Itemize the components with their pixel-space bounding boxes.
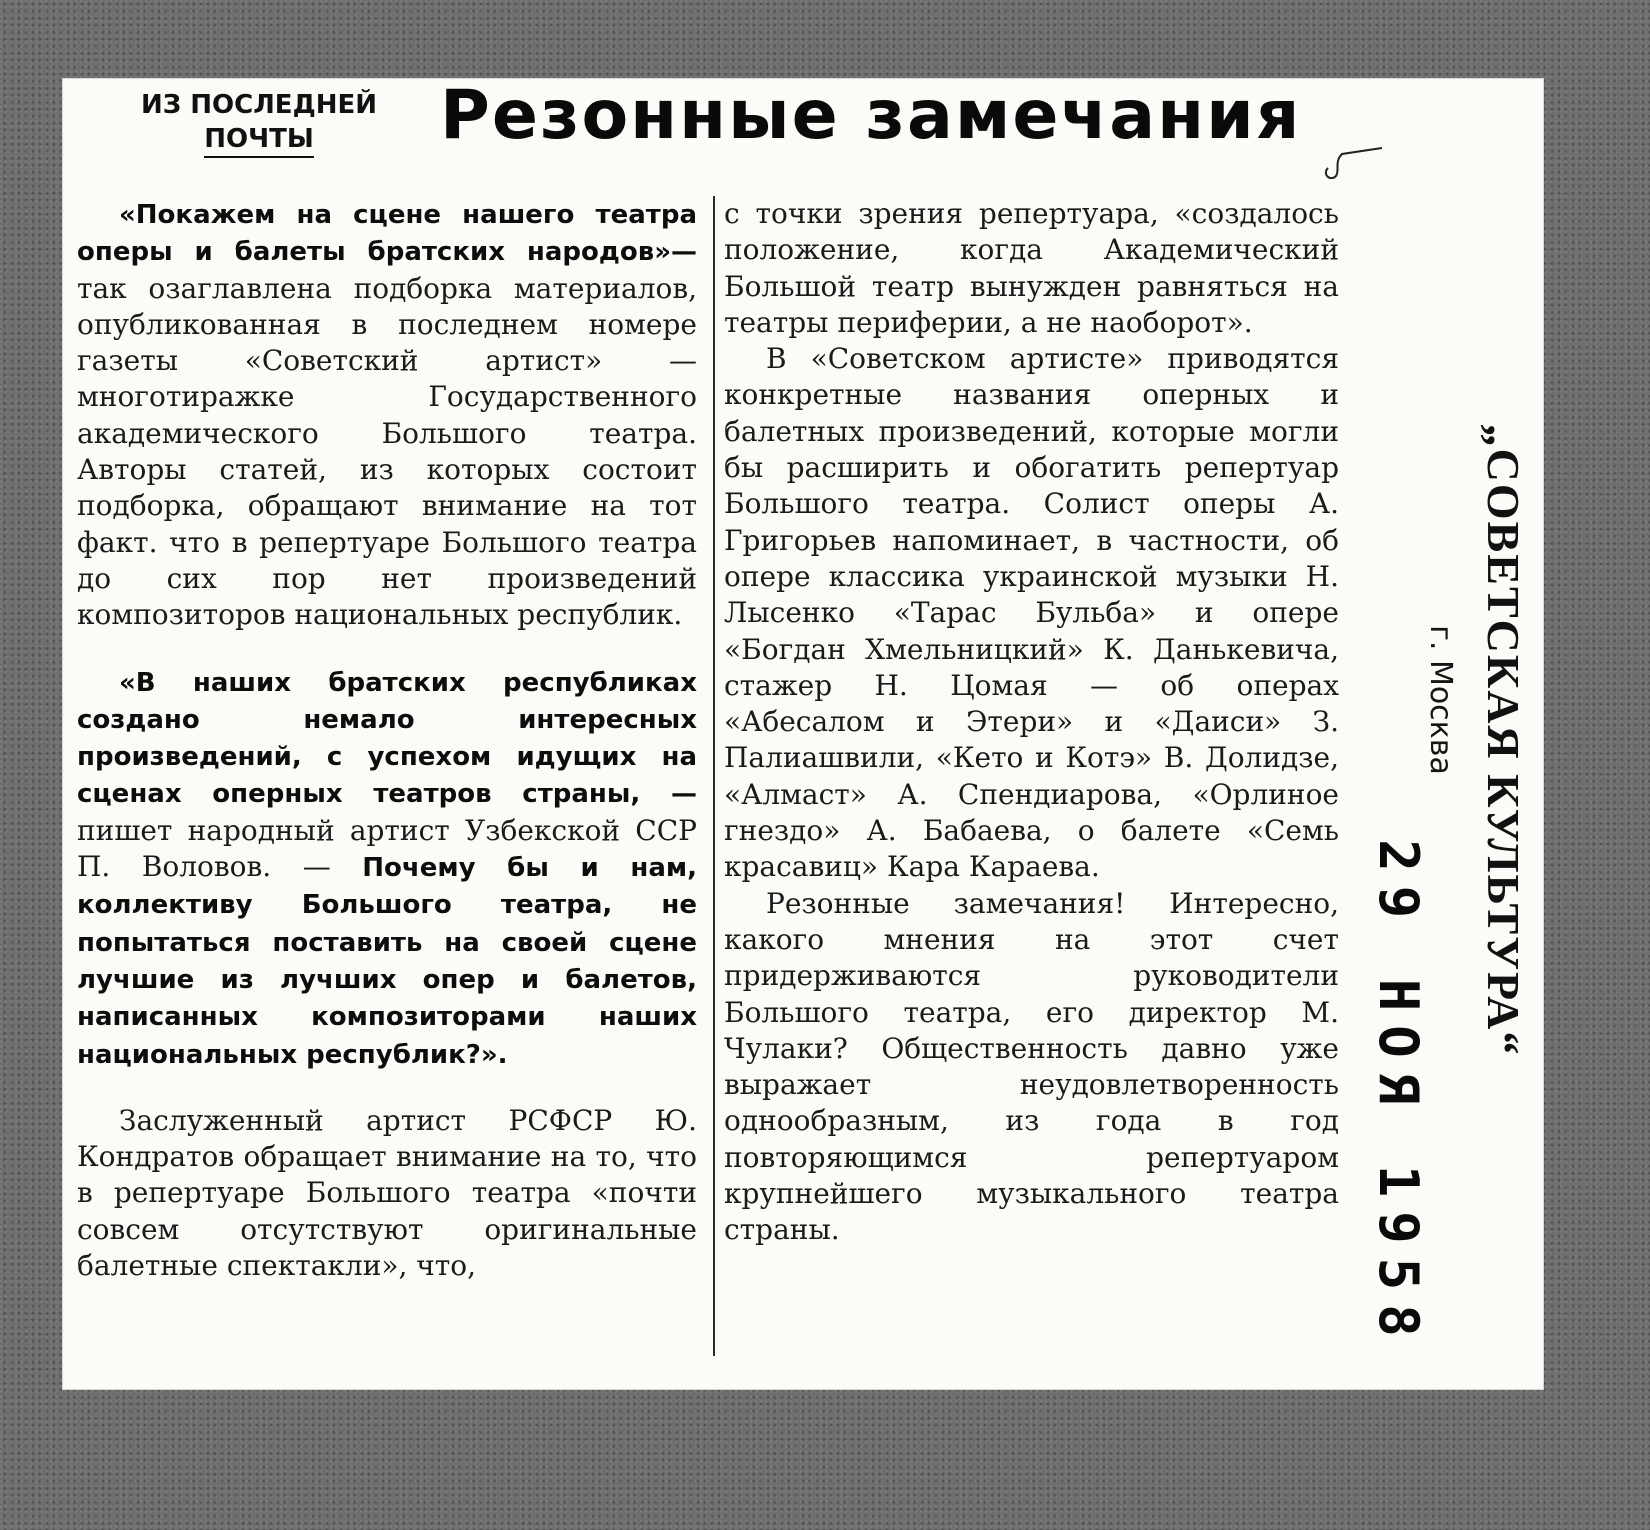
paragraph-1-body: так озаглавлена подборка материалов, опубликованная в последнем номере газеты «Советский артист» — многотиражке Государственного академического Большого театра. Авторы статей, из которых состоит подборка, обращают внимание на тот факт. что в репертуаре Большого театра до сих пор нет произведений композиторов национальных республик. bbox=[77, 271, 697, 632]
paragraph-2-lead-2: Почему бы и нам, коллективу Большого театра, не попытаться поставить на своей сцене лучшие из лучших опер и балетов, написанных композиторами наших национальных республик?». bbox=[77, 853, 698, 1070]
paragraph-2 bbox=[77, 664, 697, 1073]
rubric-line-2: ПОЧТЫ bbox=[204, 122, 314, 158]
rubric-label bbox=[124, 88, 394, 158]
article-column-2 bbox=[724, 196, 1339, 1249]
source-newspaper-stamp: „СОВЕТСКАЯ КУЛЬТУРА“ bbox=[1478, 423, 1529, 1057]
paragraph-6 bbox=[724, 886, 1339, 1249]
paragraph-3-body: Заслуженный артист РСФСР Ю. Кондратов обращает внимание на то, что в репертуаре Большого театра «почти совсем отсутствуют оригинальные балетные спектакли», что, bbox=[77, 1103, 697, 1283]
paragraph-4-body: с точки зрения репертуара, «создалось положение, когда Академический Большой театр вынужден равняться на театры периферии, а не наоборот». bbox=[724, 197, 1339, 339]
paragraph-2-lead: «В наших братских республиках создано немало интересных произведений, с успехом идущих на сценах оперных театров страны, — bbox=[77, 667, 697, 810]
column-divider bbox=[713, 196, 715, 1356]
paragraph-4 bbox=[724, 196, 1339, 341]
paragraph-5-body: В «Советском артисте» приводятся конкретные названия оперных и балетных произведений, которые могли бы расширить и обогатить репертуар Большого театра. Солист оперы А. Григорьев напоминает, в частности, об опере классика украинской музыки Н. Лысенко «Тарас Бульба» и опере «Богдан Хмельницкий» К. Данькевича, стажер Н. Цомая — об операх «Абесалом и Этери» и «Даиси» З. Палиашвили, «Кето и Котэ» В. Долидзе, «Алмаст» А. Спендиарова, «Орлиное гнездо» А. Бабаева, о балете «Семь красавиц» Кара Караева. bbox=[724, 342, 1339, 884]
pencil-mark-icon bbox=[1320, 140, 1390, 190]
paragraph-5 bbox=[724, 341, 1339, 885]
article-column-1 bbox=[77, 196, 697, 1284]
paragraph-2-body: пишет народный артист Узбекской ССР П. Воловов. — bbox=[77, 813, 697, 884]
paragraph-3 bbox=[77, 1103, 697, 1284]
source-city-stamp: г. Москва bbox=[1423, 625, 1458, 775]
rubric-line-1: ИЗ ПОСЛЕДНЕЙ bbox=[140, 90, 378, 120]
date-stamp: 29 НОЯ 1958 bbox=[1367, 839, 1430, 1351]
article-title: Резонные замечания bbox=[440, 76, 1302, 155]
paragraph-1 bbox=[77, 196, 697, 634]
paragraph-6-body: Резонные замечания! Интересно, какого мнения на этот счет придерживаются руководители Большого театра, его директор М. Чулаки? Общественность давно уже выражает неудовлетворенность однообразным, из года в год повторяющимся репертуаром крупнейшего музыкального театра страны. bbox=[724, 886, 1339, 1247]
paragraph-1-lead: «Покажем на сцене нашего театра оперы и балеты братских народов»— bbox=[77, 200, 697, 268]
